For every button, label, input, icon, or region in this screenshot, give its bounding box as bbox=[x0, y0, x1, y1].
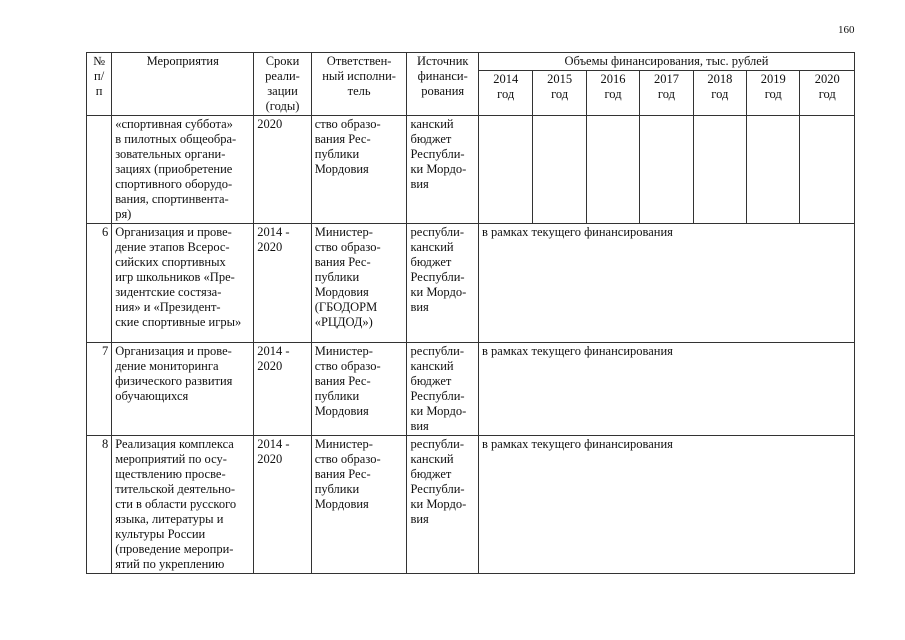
header-terms: Сроки реали- зации (годы) bbox=[254, 53, 311, 116]
row-source: республи- канский бюджет Республи- ки Мордо- вия bbox=[407, 436, 479, 574]
row-executor: Министер- ство образо- вания Рес- публики Мордовия (ГБОДОРМ «РЦДОД») bbox=[311, 224, 407, 343]
page-number: 160 bbox=[838, 24, 855, 36]
header-source: Источник финанси- рования bbox=[407, 53, 479, 116]
row-year-cell bbox=[747, 116, 800, 224]
header-funding: Объемы финансирования, тыс. рублей bbox=[479, 53, 855, 71]
row-num bbox=[87, 116, 112, 224]
row-source: республи- канский бюджет Республи- ки Мордо- вия bbox=[407, 343, 479, 436]
row-executor: Министер- ство образо- вания Рес- публики Мордовия bbox=[311, 436, 407, 574]
row-year-cell bbox=[533, 116, 586, 224]
row-year-cell bbox=[586, 116, 639, 224]
row-num: 7 bbox=[87, 343, 112, 436]
header-year-2017: 2017 год bbox=[640, 71, 693, 116]
funding-table bbox=[86, 52, 855, 574]
header-year-2014: 2014 год bbox=[479, 71, 533, 116]
table-row bbox=[87, 224, 855, 343]
row-funding-note: в рамках текущего финансирования bbox=[479, 224, 855, 343]
header-executor: Ответствен- ный исполни- тель bbox=[311, 53, 407, 116]
row-year-cell bbox=[640, 116, 693, 224]
row-terms: 2014 - 2020 bbox=[254, 343, 311, 436]
row-funding-note: в рамках текущего финансирования bbox=[479, 343, 855, 436]
row-event: Организация и прове- дение мониторинга физического развития обучающихся bbox=[112, 343, 254, 436]
row-event: «спортивная суббота» в пилотных общеобра- зовательных органи- зациях (приобретение спортивного оборудо- вания, спортинвента- ря) bbox=[112, 116, 254, 224]
row-source: канский бюджет Республи- ки Мордо- вия bbox=[407, 116, 479, 224]
header-event: Мероприятия bbox=[112, 53, 254, 116]
row-terms: 2020 bbox=[254, 116, 311, 224]
row-year-cell bbox=[693, 116, 746, 224]
table-row bbox=[87, 436, 855, 574]
row-terms: 2014 - 2020 bbox=[254, 224, 311, 343]
row-executor: Министер- ство образо- вания Рес- публики Мордовия bbox=[311, 343, 407, 436]
row-event: Реализация комплекса мероприятий по осу- ществлению просве- тительской деятельно- сти в области русского языка, литературы и культуры России (проведение меропри- ятий по укреплению bbox=[112, 436, 254, 574]
header-year-2015: 2015 год bbox=[533, 71, 586, 116]
row-year-cell bbox=[800, 116, 855, 224]
row-num: 6 bbox=[87, 224, 112, 343]
row-year-cell bbox=[479, 116, 533, 224]
row-executor: ство образо- вания Рес- публики Мордовия bbox=[311, 116, 407, 224]
header-year-2016: 2016 год bbox=[586, 71, 639, 116]
row-source: республи- канский бюджет Республи- ки Мордо- вия bbox=[407, 224, 479, 343]
row-terms: 2014 - 2020 bbox=[254, 436, 311, 574]
header-num: № п/ п bbox=[87, 53, 112, 116]
row-funding-note: в рамках текущего финансирования bbox=[479, 436, 855, 574]
header-year-2019: 2019 год bbox=[747, 71, 800, 116]
header-year-2018: 2018 год bbox=[693, 71, 746, 116]
table-row bbox=[87, 116, 855, 224]
row-num: 8 bbox=[87, 436, 112, 574]
header-year-2020: 2020 год bbox=[800, 71, 855, 116]
table-row bbox=[87, 343, 855, 436]
row-event: Организация и прове- дение этапов Всерос- сийских спортивных игр школьников «Пре- зидентские состяза- ния» и «Президент- ские спортивные игры» bbox=[112, 224, 254, 343]
